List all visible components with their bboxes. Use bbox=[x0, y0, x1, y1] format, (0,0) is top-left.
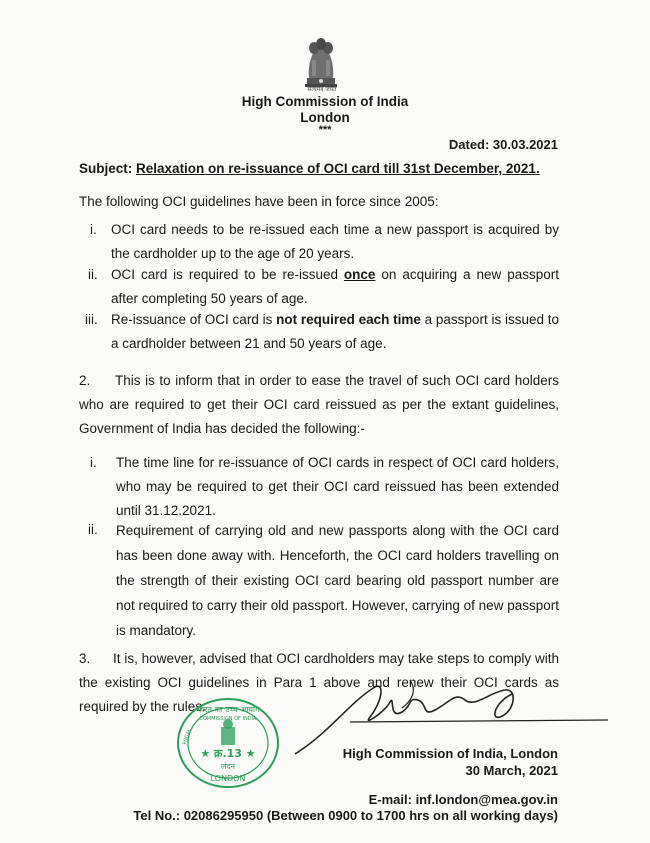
svg-text:भारत का उच्च आयोग: भारत का उच्च आयोग bbox=[196, 705, 260, 714]
dated-line: Dated: 30.03.2021 bbox=[448, 137, 558, 152]
emphasis-once: once bbox=[343, 267, 376, 282]
guideline-number: i. bbox=[90, 222, 97, 237]
svg-text:लंदन: लंदन bbox=[220, 762, 236, 771]
para-number: 2. bbox=[79, 373, 91, 388]
paragraph-3: It is, however, advised that OCI cardholders may take steps to comply with the existing OCI guidelines in Para 1 above and renew their OCI cards as required by the rules. bbox=[79, 651, 559, 714]
letterhead-office: High Commission of India bbox=[241, 94, 409, 109]
emphasis-not-required: not required each time bbox=[276, 312, 421, 327]
letterhead-city: London bbox=[300, 110, 350, 125]
svg-text:LONDON: LONDON bbox=[210, 774, 246, 783]
decision-item: Requirement of carrying old and new passports along with the OCI card has been done away with. Henceforth, the OCI card holders travelling on the strength of their existing OCI card bearing old passport number are not required to carry their old passport. However, carrying of new passport is mandatory. bbox=[116, 523, 559, 638]
footer-email: E-mail: inf.london@mea.gov.in bbox=[368, 792, 558, 807]
intro-text: The following OCI guidelines have been in force since 2005: bbox=[79, 194, 439, 209]
decision-number: ii. bbox=[88, 522, 98, 537]
guideline-item: Re-issuance of OCI card is not required each time a passport is issued to a cardholder between 21 and 50 years of age. bbox=[111, 312, 559, 351]
national-emblem-icon bbox=[298, 34, 344, 92]
office-seal-stamp bbox=[176, 697, 280, 789]
guideline-item: OCI card needs to be re-issued each time a new passport is acquired by the cardholder up to the age of 20 years. bbox=[111, 222, 559, 261]
signatory-date: 30 March, 2021 bbox=[465, 763, 558, 778]
svg-text:HIGH: HIGH bbox=[181, 728, 194, 746]
signatory-office: High Commission of India, London bbox=[342, 746, 558, 761]
guideline-number: ii. bbox=[88, 267, 98, 282]
subject-text: Relaxation on re-issuance of OCI card till 31st December, 2021. bbox=[136, 161, 540, 176]
subject-label: Subject: bbox=[79, 161, 133, 176]
para-number: 3. bbox=[79, 651, 91, 666]
svg-text:★ क्र.13 ★: ★ क्र.13 ★ bbox=[200, 747, 256, 760]
emblem-motto: सत्यमेव जयते bbox=[307, 87, 337, 93]
subject-line bbox=[79, 161, 540, 176]
svg-text:COMMISSION OF INDIA: COMMISSION OF INDIA bbox=[199, 716, 257, 722]
guideline-number: iii. bbox=[85, 312, 98, 327]
decision-number: i. bbox=[90, 455, 97, 470]
decision-item: The time line for re-issuance of OCI cards in respect of OCI card holders, who may be required to get their OCI card reissued has been extended until 31.12.2021. bbox=[116, 455, 559, 518]
footer-telephone: Tel No.: 02086295950 (Between 0900 to 1700 hrs on all working days) bbox=[133, 808, 558, 823]
paragraph-2: This is to inform that in order to ease the travel of such OCI card holders who are required to get their OCI card reissued as per the extant guidelines, Government of India has decided the following:- bbox=[79, 373, 559, 436]
letterhead-divider: *** bbox=[318, 124, 332, 136]
guideline-item: OCI card is required to be re-issued once on acquiring a new passport after completing 50 years of age. bbox=[111, 267, 559, 306]
